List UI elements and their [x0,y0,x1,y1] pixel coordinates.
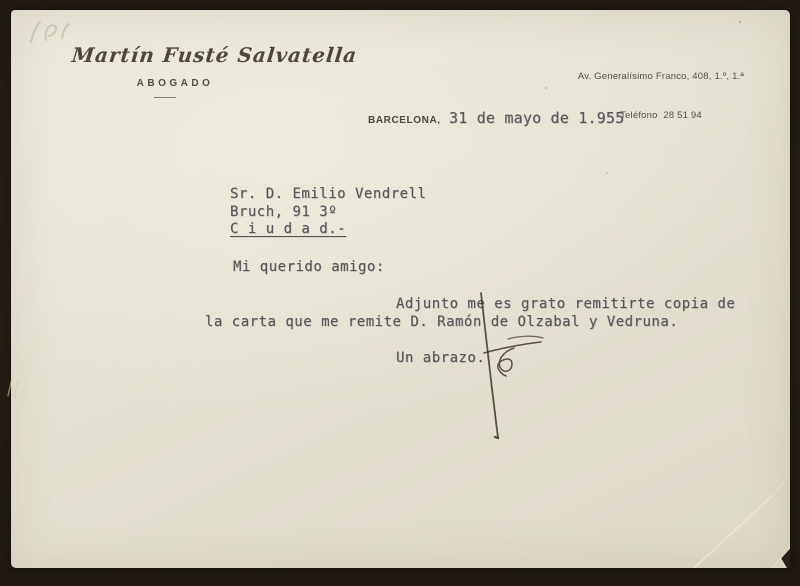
dateline-date: 31 de mayo de 1.955 [449,109,625,127]
address-line-2: Teléfono 28 51 94 [620,110,702,121]
margin-scratch-mark [8,378,18,397]
letterhead-title: ABOGADO [136,78,214,89]
address-line-1: Av. Generalísimo Franco, 408, 1.º, 1.ª [577,71,745,82]
closing: Un abrazo. [396,350,486,366]
recipient-name-line: Sr. D. Emilio Vendrell [230,186,427,202]
body-line-1: Adjunto me es grato remitirte copia de [396,296,736,312]
salutation: Mi querido amigo: [233,259,385,275]
body-line-2: la carta que me remite D. Ramón de Olzabal y Vedruna. [205,314,679,330]
letterhead-name: Martín Fusté Salvatella [70,43,359,67]
recipient-city-line: C i u d a d.- [230,221,347,237]
handwritten-signature [481,293,543,438]
dateline-city: BARCELONA, [368,115,441,126]
recipient-street-line: Bruch, 91 3º [230,204,338,220]
faint-pencil-mark [31,22,69,42]
